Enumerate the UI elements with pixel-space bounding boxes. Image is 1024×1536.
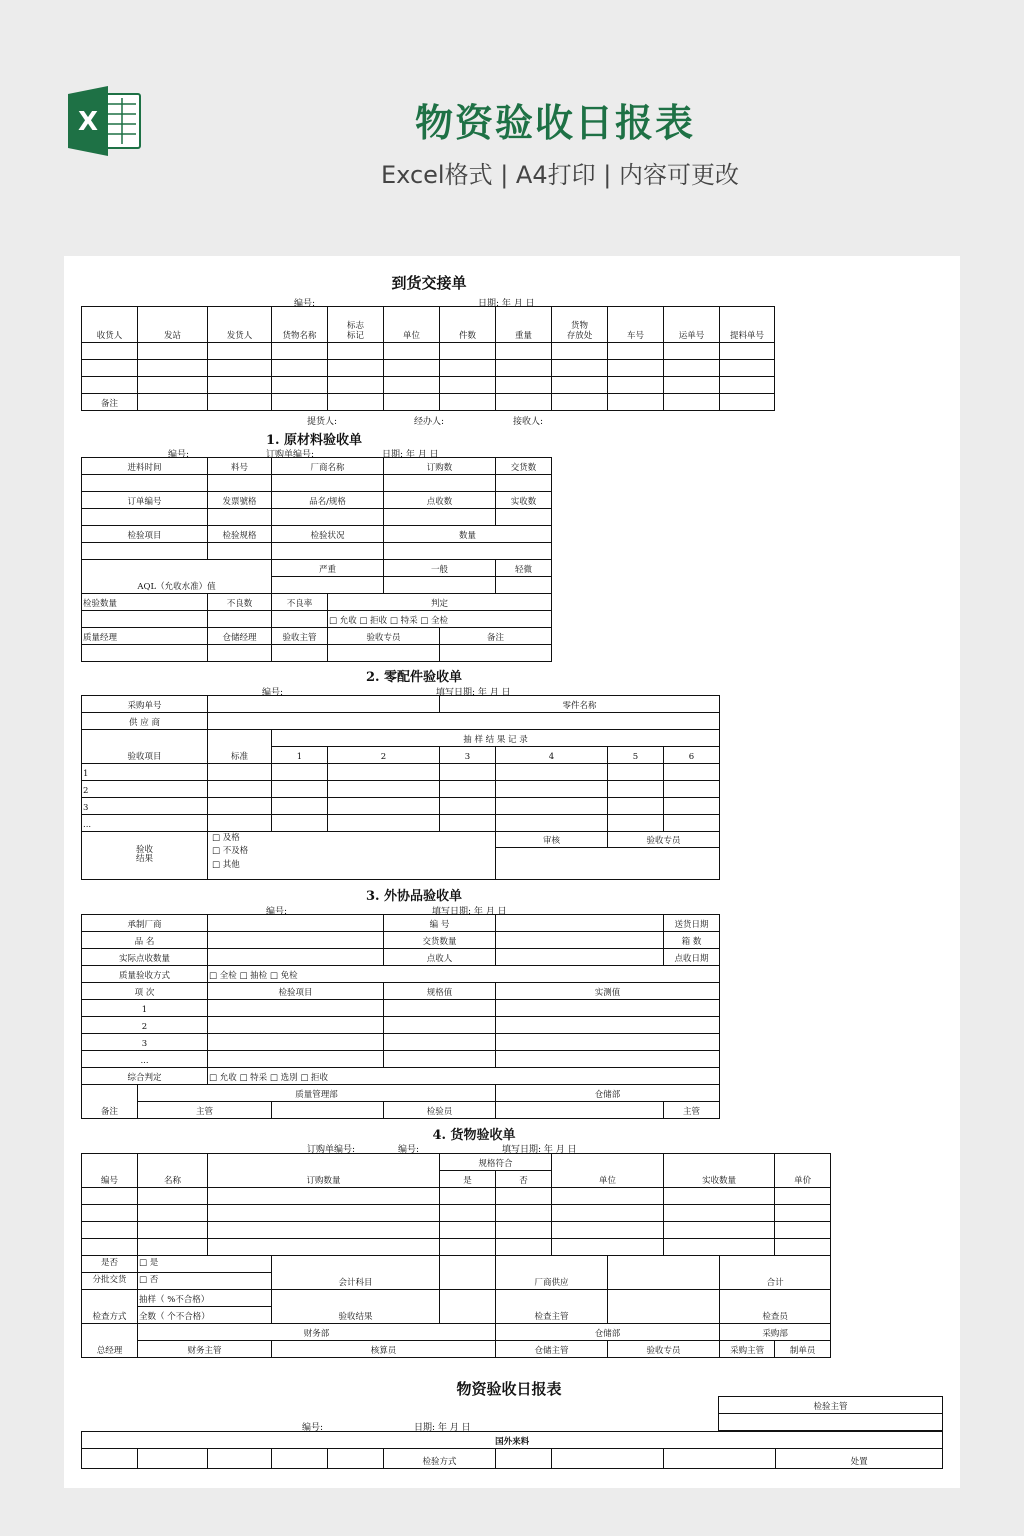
parts-purchase-no: 采购单号: [82, 696, 208, 713]
arrival-col: 发站: [138, 307, 208, 343]
goods-col: 是: [440, 1171, 496, 1188]
outsource-col: 项 次: [82, 983, 208, 1000]
goods-check-option: 抽样（ %不合格）: [138, 1290, 272, 1307]
parts-row: 2: [82, 781, 208, 798]
arrival-col: 收货人: [82, 307, 138, 343]
arrival-col: 件数: [440, 307, 496, 343]
goods-account: 会计科目: [272, 1256, 440, 1290]
raw-date: 日期: 年 月 日: [382, 450, 439, 460]
parts-row: 3: [82, 798, 208, 815]
outsource-label: 编 号: [384, 915, 496, 932]
goods-col: 订购数量: [208, 1154, 440, 1188]
outsource-col: 实测值: [496, 983, 720, 1000]
parts-item: 验收项目: [82, 730, 208, 764]
parts-date: 填写日期: 年 月 日: [436, 688, 511, 698]
daily-no: 编号:: [302, 1423, 324, 1433]
sign-receiver: 接收人:: [513, 417, 544, 427]
goods-vendor: 厂商供应: [496, 1256, 608, 1290]
goods-batch: 分批交货: [82, 1273, 138, 1290]
goods-role: 制单员: [775, 1341, 831, 1358]
daily-imported: 国外来料: [82, 1432, 943, 1449]
daily-chief: 检验主管: [719, 1397, 943, 1414]
raw-cell: 验收专员: [328, 628, 440, 645]
raw-cell: 质量经理: [82, 628, 208, 645]
goods-check-option: 全数（ 个不合格）: [138, 1307, 272, 1324]
raw-table: [81, 457, 552, 662]
raw-cell: 品名/规格: [272, 492, 384, 509]
arrival-col: 单位: [384, 307, 440, 343]
arrival-no: 编号:: [294, 299, 316, 309]
goods-col: 名称: [138, 1154, 208, 1188]
goods-order-no: 订购单编号:: [307, 1145, 356, 1155]
goods-date: 填写日期: 年 月 日: [502, 1145, 577, 1155]
arrival-col: 车号: [608, 307, 664, 343]
goods-batch-option: □ 是: [138, 1256, 272, 1273]
outsource-label: 箱 数: [664, 932, 720, 949]
document-sheet: [64, 256, 960, 1488]
parts-standard: 标准: [208, 730, 272, 764]
raw-cell: 检验状况: [272, 526, 384, 543]
goods-inspector: 检查员: [720, 1290, 831, 1324]
parts-part-name: 零件名称: [440, 696, 720, 713]
outsource-label: 承制厂商: [82, 915, 208, 932]
outsource-label: 点收人: [384, 949, 496, 966]
daily-disposal: 处置: [776, 1449, 943, 1469]
parts-option: □ 不及格: [212, 846, 249, 857]
parts-table: [81, 695, 720, 880]
outsource-overall-options: □ 允收 □ 特采 □ 选別 □ 拒收: [208, 1068, 720, 1085]
sign-handler: 经办人:: [414, 417, 445, 427]
goods-inspector-head: 检查主管: [496, 1290, 608, 1324]
raw-cell: 数量: [384, 526, 552, 543]
goods-spec: 规格符合: [440, 1154, 552, 1171]
raw-cell: 检验项目: [82, 526, 208, 543]
outsource-row: 1: [82, 1000, 208, 1017]
arrival-date: 日期: 年 月 日: [478, 299, 535, 309]
outsource-no: 编号:: [266, 907, 288, 917]
goods-result: 验收结果: [272, 1290, 440, 1324]
goods-total: 合计: [720, 1256, 831, 1290]
goods-col: 单位: [552, 1154, 664, 1188]
daily-date: 日期: 年 月 日: [414, 1423, 471, 1433]
raw-cell: 进料时间: [82, 458, 208, 475]
goods-role: 核算员: [272, 1341, 496, 1358]
raw-cell: 不良率: [272, 594, 328, 611]
outsource-role: 主管: [664, 1102, 720, 1119]
excel-icon: [68, 86, 142, 156]
arrival-signatures: [64, 414, 960, 426]
parts-result-options: [208, 832, 496, 880]
outsource-role: 主管: [138, 1102, 272, 1119]
daily-table: [81, 1431, 943, 1469]
goods-role: 验收专员: [608, 1341, 720, 1358]
outsource-col: 检验项目: [208, 983, 384, 1000]
outsource-title: 3. 外协品验收单: [365, 889, 463, 904]
parts-result-label: 验收 结果: [82, 832, 208, 880]
outsource-row: ...: [82, 1051, 208, 1068]
goods-batch: 是否: [82, 1256, 138, 1273]
goods-col: 编号: [82, 1154, 138, 1188]
sign-pickup: 提货人:: [307, 417, 338, 427]
goods-title: 4. 货物验收单: [432, 1128, 516, 1143]
arrival-col: 货物 存放处: [552, 307, 608, 343]
arrival-col: 标志 标记: [328, 307, 384, 343]
goods-finance: 财务部: [138, 1324, 496, 1341]
goods-no: 编号:: [398, 1145, 420, 1155]
parts-col: 2: [328, 747, 440, 764]
raw-order-no: 订购单编号:: [266, 450, 315, 460]
outsource-label: 质量验收方式: [82, 966, 208, 983]
outsource-date: 填写日期: 年 月 日: [432, 907, 507, 917]
outsource-row: 2: [82, 1017, 208, 1034]
arrival-col: 货物名称: [272, 307, 328, 343]
arrival-col: 提料单号: [720, 307, 775, 343]
outsource-label: 品 名: [82, 932, 208, 949]
goods-warehouse: 仓储部: [496, 1324, 720, 1341]
goods-role: 财务主管: [138, 1341, 272, 1358]
parts-col: 6: [664, 747, 720, 764]
raw-severity: 一般: [384, 560, 496, 577]
raw-cell: 检验数量: [82, 594, 208, 611]
svg-text:X: X: [77, 107, 99, 137]
parts-clerk: 验收专员: [608, 832, 720, 848]
raw-cell: 订单编号: [82, 492, 208, 509]
goods-purchase: 采购部: [720, 1324, 831, 1341]
parts-review: 审核: [496, 832, 608, 848]
page-title: 物资验收日报表: [414, 101, 695, 145]
outsource-overall: 综合判定: [82, 1068, 208, 1085]
arrival-title: 到货交接单: [391, 274, 467, 292]
parts-row: ...: [82, 815, 208, 832]
page-subtitle: Excel格式 | A4打印 | 内容可更改: [381, 161, 739, 189]
raw-severity: 轻微: [496, 560, 552, 577]
outsource-table: [81, 914, 720, 1119]
parts-no: 编号:: [262, 688, 284, 698]
raw-no: 编号:: [168, 450, 190, 460]
goods-col: 否: [496, 1171, 552, 1188]
raw-cell: 料号: [208, 458, 272, 475]
daily-title: 物资验收日报表: [456, 1380, 562, 1398]
raw-cell: 交货数: [496, 458, 552, 475]
outsource-remark: 备注: [82, 1085, 138, 1119]
parts-title: 2. 零配件验收单: [365, 670, 463, 685]
parts-row: 1: [82, 764, 208, 781]
goods-col: 实收数量: [664, 1154, 775, 1188]
raw-title: 1. 原材料验收单: [265, 433, 363, 448]
goods-table: [81, 1153, 831, 1358]
raw-cell: 订购数: [384, 458, 496, 475]
arrival-col: 运单号: [664, 307, 720, 343]
outsource-method-options: □ 全检 □ 抽检 □ 免检: [208, 966, 720, 983]
parts-sample-record: 抽 样 结 果 记 录: [272, 730, 720, 747]
outsource-label: 点收日期: [664, 949, 720, 966]
goods-role: 采购主管: [720, 1341, 775, 1358]
outsource-role: 检验员: [384, 1102, 496, 1119]
parts-col: 1: [272, 747, 328, 764]
raw-cell: 仓储经理: [208, 628, 272, 645]
parts-option: □ 及格: [212, 833, 240, 843]
parts-col: 3: [440, 747, 496, 764]
goods-col: 单价: [775, 1154, 831, 1188]
daily-method: 检验方式: [384, 1449, 496, 1469]
raw-cell: 实收数: [496, 492, 552, 509]
outsource-label: 送货日期: [664, 915, 720, 932]
raw-cell: 点收数: [384, 492, 496, 509]
goods-gm: 总经理: [82, 1324, 138, 1358]
parts-col: 5: [608, 747, 664, 764]
parts-supplier: 供 应 商: [82, 713, 208, 730]
outsource-label: 实际点收数量: [82, 949, 208, 966]
raw-cell: 验收主管: [272, 628, 328, 645]
outsource-col: 规格值: [384, 983, 496, 1000]
outsource-label: 交货数量: [384, 932, 496, 949]
parts-col: 4: [496, 747, 608, 764]
outsource-row: 3: [82, 1034, 208, 1051]
outsource-wh-dept: 仓储部: [496, 1085, 720, 1102]
raw-cell: 备注: [440, 628, 552, 645]
raw-aql: AQL（允收水准）值: [82, 560, 272, 594]
goods-role: 仓储主管: [496, 1341, 608, 1358]
parts-option: □ 其他: [212, 859, 240, 870]
goods-batch-option: □ 否: [138, 1273, 272, 1290]
raw-cell: 检验规格: [208, 526, 272, 543]
outsource-qa-dept: 质量管理部: [138, 1085, 496, 1102]
raw-severity: 严重: [272, 560, 384, 577]
goods-check: 检查方式: [82, 1290, 138, 1324]
raw-cell: 不良数: [208, 594, 272, 611]
arrival-table: [81, 306, 775, 411]
arrival-col: 重量: [496, 307, 552, 343]
preview-header: [0, 0, 1024, 256]
raw-judge-options: □ 允收 □ 拒收 □ 特采 □ 全检: [328, 611, 552, 628]
raw-cell: 发票號格: [208, 492, 272, 509]
raw-cell: 判定: [328, 594, 552, 611]
arrival-col: 发货人: [208, 307, 272, 343]
arrival-remark: 备注: [82, 394, 138, 411]
raw-cell: 厂商名称: [272, 458, 384, 475]
